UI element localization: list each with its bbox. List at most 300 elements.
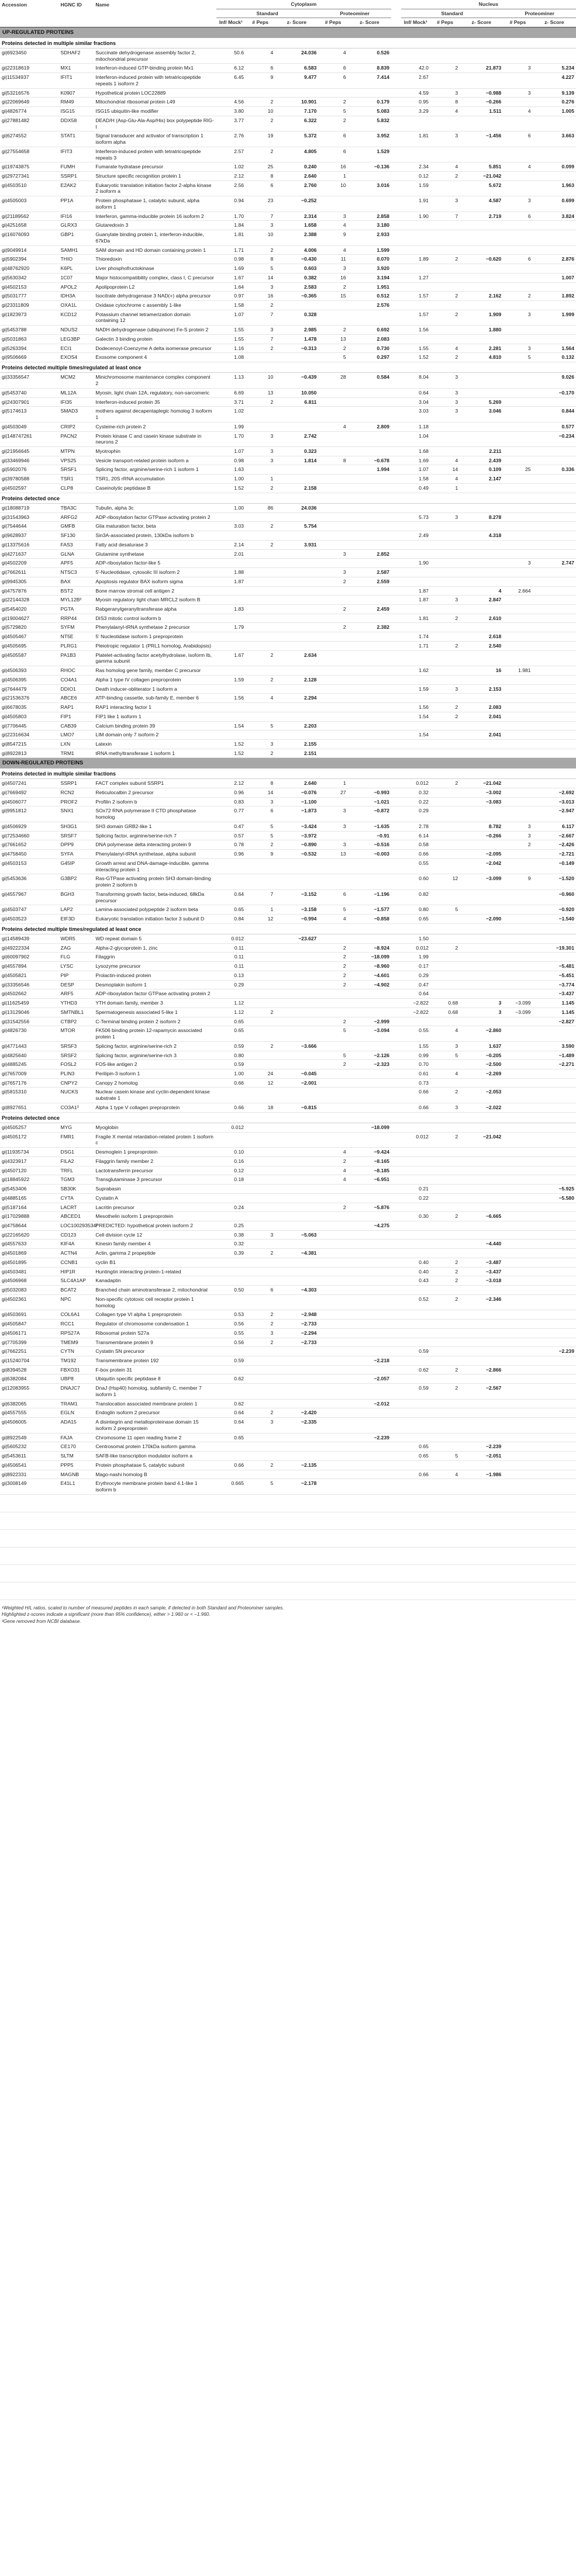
table-row — [0, 107, 576, 116]
spacer-cell — [0, 1564, 576, 1582]
nuc-pm-peps-cell: 3 — [503, 196, 532, 212]
nuc-std-zscore-cell — [460, 934, 503, 943]
cyto-std-zscore-cell: −1.873 — [275, 806, 318, 822]
cyto-infmock-cell: 0.59 — [216, 1041, 246, 1051]
cyto-infmock-cell: 1.07 — [216, 310, 246, 325]
cyto-pm-peps-cell: 5 — [318, 905, 347, 915]
column-gap — [391, 73, 401, 88]
nuc-std-zscore-cell — [460, 73, 503, 88]
name-cell: Lysozyme precursor — [94, 962, 216, 971]
nuc-pm-peps-cell — [503, 1166, 532, 1175]
name-cell: Interferon-induced protein with tetratricopeptide repeats 1 isoform 2 — [94, 73, 216, 88]
cyto-pm-peps-cell: 5 — [318, 1051, 347, 1060]
cyto-pm-zscore-cell — [348, 721, 391, 730]
nuc-std-peps-cell: 14 — [430, 465, 460, 475]
column-gap — [391, 1328, 401, 1338]
cyto-std-peps-cell — [246, 1221, 275, 1230]
name-cell: Transglutaminase 3 precursor — [94, 1175, 216, 1185]
cyto-pm-zscore-cell — [348, 586, 391, 595]
nuc-infmock-cell: 0.49 — [401, 483, 430, 493]
nuc-pm-zscore-cell: −0.960 — [533, 889, 576, 905]
nuc-pm-zscore-cell — [533, 1203, 576, 1212]
nuc-proteominer: Proteominer — [503, 9, 576, 18]
hgnc-cell: FUMH — [59, 162, 94, 172]
table-row — [0, 694, 576, 703]
column-gap — [391, 586, 401, 595]
nuc-std-peps-cell — [430, 604, 460, 614]
table-row — [0, 292, 576, 301]
cyto-std-peps-cell: 7 — [246, 310, 275, 325]
accession-cell: gi|8394528 — [0, 1365, 59, 1374]
cyto-pm-peps-cell: 11 — [318, 255, 347, 264]
nuc-std-peps-cell — [430, 326, 460, 335]
nuc-pm-peps-cell: 5 — [503, 353, 532, 362]
nuc-infmock-cell — [401, 1320, 430, 1329]
footnotes — [2, 1605, 574, 1625]
nuc-std-peps-cell — [430, 1123, 460, 1132]
cyto-infmock-cell — [216, 703, 246, 712]
name-cell: Splicing factor, arginine/serine-rich 1 isoform 1 — [94, 465, 216, 475]
nuc-pm-peps-cell: 2 — [503, 840, 532, 850]
nuc-infmock-cell: 0.62 — [401, 1365, 430, 1374]
cyto-infmock-cell: 1.13 — [216, 373, 246, 388]
nuc-std-peps-cell: 3 — [430, 88, 460, 98]
nuc-pm-zscore-cell — [533, 513, 576, 522]
nuc-std-zscore-cell: 8.782 — [460, 822, 503, 831]
name-cell: A disintegrin and metalloproteinase domain 15 isoform 2 preproprotein — [94, 1418, 216, 1433]
nuc-pm-zscore-cell — [533, 1026, 576, 1041]
subsection-title: Proteins detected in multiple similar fractions — [0, 38, 576, 49]
cyto-infmock-cell: 3.71 — [216, 397, 246, 407]
nuc-std-zscore-cell — [460, 1230, 503, 1239]
nuc-infmock-cell: 2.78 — [401, 822, 430, 831]
col-name: Name — [95, 1, 109, 8]
nuc-pm-zscore-cell — [533, 1286, 576, 1295]
nuc-std-peps-cell — [430, 721, 460, 730]
cyto-pm-zscore-cell — [348, 1069, 391, 1078]
nuc-std-peps-cell — [430, 797, 460, 806]
cyto-std-peps-cell: 3 — [246, 326, 275, 335]
accession-cell: gi|5031863 — [0, 334, 59, 344]
cyto-pm-peps-cell: 4 — [318, 245, 347, 255]
hgnc-cell: CE170 — [59, 1442, 94, 1452]
table-row — [0, 1193, 576, 1203]
nuc-infmock-cell: 0.12 — [401, 171, 430, 181]
cyto-std-peps-cell — [246, 999, 275, 1008]
cyto-std-zscore-cell: 0.603 — [275, 264, 318, 273]
cyto-std-zscore-cell — [275, 999, 318, 1008]
nuc-std-peps-cell — [430, 300, 460, 310]
name-cell: Prolactin-induced protein — [94, 971, 216, 980]
hgnc-cell: ADA15 — [59, 1418, 94, 1433]
hgnc-cell: MTPN — [59, 446, 94, 456]
nuc-pm-zscore-cell — [533, 1328, 576, 1338]
nuc-pm-zscore-cell — [533, 1249, 576, 1258]
cyto-std-peps-cell: 2 — [246, 116, 275, 131]
accession-cell: gi|4503523 — [0, 914, 59, 923]
cyto-pm-zscore-cell: 1.529 — [348, 147, 391, 162]
cyto-pm-zscore-cell — [348, 934, 391, 943]
hgnc-cell: OXA1L — [59, 300, 94, 310]
accession-cell: gi|29727341 — [0, 171, 59, 181]
nuc-pm-peps-cell: −3.099 — [503, 999, 532, 1008]
cyto-pm-zscore-cell — [348, 503, 391, 513]
accession-cell: gi|7644479 — [0, 684, 59, 694]
nuc-std-zscore-cell — [460, 48, 503, 63]
nuc-std-peps-cell: 8 — [430, 98, 460, 107]
hgnc-cell: UBP8 — [59, 1374, 94, 1384]
table-row — [0, 614, 576, 623]
nuc-std-zscore-cell: 2.041 — [460, 712, 503, 721]
nuc-std-peps-cell — [430, 1310, 460, 1320]
cyto-std-zscore-cell: −0.815 — [275, 1103, 318, 1112]
cyto-pm-zscore-cell: −2.218 — [348, 1356, 391, 1365]
nuc-infmock-cell: 0.32 — [401, 788, 430, 797]
cyto-std-zscore-cell: 2.128 — [275, 675, 318, 684]
nuc-pm-zscore-cell — [533, 1294, 576, 1310]
accession-cell: gi|15240704 — [0, 1356, 59, 1365]
cyto-infmock-cell: 1.08 — [216, 353, 246, 362]
table-row — [0, 1166, 576, 1175]
cyto-std-peps-cell — [246, 971, 275, 980]
name-cell: SAFB-like transcription modulator isoform a — [94, 1452, 216, 1461]
nuc-infmock-cell — [401, 1310, 430, 1320]
nuc-pm-zscore-cell — [533, 666, 576, 676]
cyto-pm-peps-cell — [318, 559, 347, 568]
name-cell: tRNA methyltransferase 1 isoform 1 — [94, 749, 216, 758]
cyto-std-zscore-cell — [275, 1221, 318, 1230]
nuc-infmock-cell: 1.54 — [401, 712, 430, 721]
cyto-std-zscore-cell: −3.972 — [275, 831, 318, 840]
nuc-pm-peps-cell — [503, 513, 532, 522]
nuc-pm-peps-cell — [503, 962, 532, 971]
spacer-cell — [0, 1582, 576, 1599]
nuc-infmock-cell — [401, 1221, 430, 1230]
cyto-pm-peps-cell: 5 — [318, 107, 347, 116]
cyto-pm-zscore-cell — [348, 1267, 391, 1276]
nuc-infmock-cell — [401, 1249, 430, 1258]
nuc-pm-zscore-cell — [533, 740, 576, 749]
column-gap — [391, 171, 401, 181]
cyto-pm-peps-cell — [318, 797, 347, 806]
subsection-title: Proteins detected multiple times/regulated at least once — [0, 362, 576, 373]
nuc-std-peps-cell — [430, 850, 460, 859]
cyto-pm-peps-cell: 4 — [318, 221, 347, 230]
column-gap — [391, 684, 401, 694]
name-cell: Kanadaptin — [94, 1276, 216, 1286]
nuc-std-zscore-cell: 2.147 — [460, 475, 503, 484]
nuc-infmock-cell: 0.73 — [401, 1078, 430, 1088]
nuc-pm-zscore-cell — [533, 632, 576, 642]
name-cell: Protein phosphatase 5, catalytic subunit — [94, 1460, 216, 1470]
nuc-std-zscore-cell — [460, 1418, 503, 1433]
hgnc-cell: LYSC — [59, 962, 94, 971]
name-cell: Interferon-induced protein 35 — [94, 397, 216, 407]
column-gap — [391, 1148, 401, 1157]
cyto-pm-peps-cell: 4 — [318, 422, 347, 431]
nuc-infmock-cell: 0.012 — [401, 943, 430, 953]
nuc-std-peps-cell — [430, 1193, 460, 1203]
cyto-pm-zscore-cell: 3.194 — [348, 273, 391, 282]
nuc-infmock-cell: 1.50 — [401, 934, 430, 943]
cyto-infmock-cell: 0.96 — [216, 850, 246, 859]
table-row — [0, 788, 576, 797]
cyto-std-zscore-cell — [275, 1051, 318, 1060]
cyto-std-zscore-cell: −2.948 — [275, 1310, 318, 1320]
cyto-pm-zscore-cell: 0.297 — [348, 353, 391, 362]
cyto-pm-zscore-cell — [348, 999, 391, 1008]
name-cell: Interferon-induced protein with tetratricopeptide repeats 3 — [94, 147, 216, 162]
nuc-pm-zscore-cell: −5.580 — [533, 1193, 576, 1203]
nuc-std-zscore-cell: −2.090 — [460, 914, 503, 923]
column-gap — [391, 1212, 401, 1221]
cyto-std-peps-cell — [246, 1258, 275, 1267]
nuc-pm-zscore-cell — [533, 703, 576, 712]
nuc-infmock-cell — [401, 1148, 430, 1157]
cyto-infmock-cell: 1.81 — [216, 230, 246, 245]
table-row — [0, 326, 576, 335]
accession-cell: gi|4501895 — [0, 1258, 59, 1267]
nuc-infmock-cell: 1.89 — [401, 255, 430, 264]
nuc-pm-zscore-cell: 9.139 — [533, 88, 576, 98]
accession-cell: gi|4758450 — [0, 850, 59, 859]
cyto-std-zscore-cell — [275, 1148, 318, 1157]
cyto-std-peps-cell — [246, 623, 275, 632]
nuc-infmock-cell: 0.64 — [401, 989, 430, 999]
table-row — [0, 465, 576, 475]
cyto-pm-peps-cell — [318, 999, 347, 1008]
cyto-std-peps-cell: 14 — [246, 273, 275, 282]
column-gap — [391, 604, 401, 614]
nuc-infmock-cell: 0.59 — [401, 1347, 430, 1356]
cyto-std-peps-cell — [246, 980, 275, 989]
nuc-std-zscore-cell — [460, 989, 503, 999]
cyto-pm-zscore-cell: −1.021 — [348, 797, 391, 806]
cyto-std-peps-cell: 8 — [246, 255, 275, 264]
name-cell: Splicing factor, arginine/serine-rich 7 — [94, 831, 216, 840]
nuc-infmock-cell: 0.52 — [401, 1294, 430, 1310]
nuc-infmock-cell: 0.29 — [401, 971, 430, 980]
cyto-std-peps-cell — [246, 1365, 275, 1374]
cyto-pm-peps-cell — [318, 1212, 347, 1221]
accession-cell: gi|4826730 — [0, 1026, 59, 1041]
accession-cell: gi|4503481 — [0, 1267, 59, 1276]
accession-cell: gi|9628937 — [0, 531, 59, 541]
nuc-std-peps-cell: 2 — [430, 1276, 460, 1286]
nuc-pm-zscore-cell: 3.590 — [533, 1041, 576, 1051]
nuc-std-zscore-cell — [460, 388, 503, 397]
cyto-infmock-cell: 1.83 — [216, 604, 246, 614]
nuc-pm-zscore-cell: −1.540 — [533, 914, 576, 923]
cyto-pm-zscore-cell — [348, 1193, 391, 1203]
table-row — [0, 632, 576, 642]
cyto-std-peps-cell — [246, 1088, 275, 1103]
cyto-pm-peps-cell: 10 — [318, 181, 347, 196]
cyto-std-peps-cell — [246, 513, 275, 522]
name-cell: Apolipoprotein L2 — [94, 282, 216, 292]
nuc-pm-peps-cell — [503, 623, 532, 632]
nuc-std-zscore-cell — [460, 1157, 503, 1166]
cyto-pm-peps-cell: 15 — [318, 292, 347, 301]
column-gap — [391, 162, 401, 172]
nuc-pm-zscore-cell: 2.876 — [533, 255, 576, 264]
nuc-infmock-cell — [401, 300, 430, 310]
cyto-pm-peps-cell — [318, 1132, 347, 1147]
column-gap — [391, 147, 401, 162]
accession-cell: gi|4506395 — [0, 675, 59, 684]
nuc-infmock-cell — [401, 1157, 430, 1166]
cyto-pm-zscore-cell: −2.239 — [348, 1433, 391, 1442]
name-cell: Minichromosome maintenance complex component 2 — [94, 373, 216, 388]
nuc-std-peps-cell — [430, 822, 460, 831]
nuc-pm-peps-cell — [503, 1356, 532, 1365]
cyto-infmock-cell: 2.12 — [216, 779, 246, 788]
nuc-std-peps-cell: 3 — [430, 1103, 460, 1112]
nuc-std-peps-cell — [430, 1166, 460, 1175]
table-row — [0, 1408, 576, 1418]
name-cell: Alpha-2-glycoprotein 1, zinc — [94, 943, 216, 953]
nuc-infmock-cell: 4.59 — [401, 88, 430, 98]
name-cell: Actin, gamma 2 propeptide — [94, 1249, 216, 1258]
cyto-pm-peps-cell — [318, 1249, 347, 1258]
cyto-infmock-cell: 0.29 — [216, 980, 246, 989]
table-row — [0, 943, 576, 953]
nuc-std-peps-cell — [430, 806, 460, 822]
cyto-pm-zscore-cell: −18.099 — [348, 953, 391, 962]
nuc-std-peps-cell — [430, 858, 460, 874]
cyto-infmock-cell: 0.80 — [216, 1051, 246, 1060]
hgnc-cell: SF130 — [59, 531, 94, 541]
cyto-pm-zscore-cell — [348, 1294, 391, 1310]
cyto-std-zscore-cell — [275, 604, 318, 614]
nuc-std-peps-cell: 4 — [430, 1069, 460, 1078]
nuc-infmock-cell — [401, 503, 430, 513]
cyto-infmock-cell: 0.66 — [216, 1103, 246, 1112]
column-gap — [391, 1433, 401, 1442]
name-cell: Cysteine-rich protein 2 — [94, 422, 216, 431]
nuc-infmock-cell: 0.40 — [401, 1267, 430, 1276]
cyto-infmock-cell: 3.03 — [216, 522, 246, 531]
cyto-infmock-cell — [216, 1347, 246, 1356]
nuc-pm-peps-cell — [503, 797, 532, 806]
cyto-std-zscore-cell — [275, 1276, 318, 1286]
nuc-std-zscore-cell — [460, 230, 503, 245]
cyto-pm-zscore-cell — [348, 632, 391, 642]
name-cell: Sin3A-associated protein, 130kDa isoform b — [94, 531, 216, 541]
nuc-std-zscore-cell — [460, 1249, 503, 1258]
cyto-pm-peps-cell — [318, 641, 347, 650]
table-row — [0, 245, 576, 255]
nuc-infmock-cell: 2.49 — [401, 531, 430, 541]
nuc-infmock-cell — [401, 1123, 430, 1132]
nuc-pm-peps-cell — [503, 1026, 532, 1041]
column-gap — [391, 540, 401, 549]
cyto-std-zscore-cell: −3.158 — [275, 905, 318, 915]
nuc-std-zscore-cell: −3.487 — [460, 1258, 503, 1267]
nuc-std-zscore-cell — [460, 943, 503, 953]
table-row — [0, 1479, 576, 1494]
hgnc-cell: EGLN — [59, 1408, 94, 1418]
nuc-infmock-cell — [401, 623, 430, 632]
hgnc-cell: RCN2 — [59, 788, 94, 797]
accession-cell: gi|11935734 — [0, 1148, 59, 1157]
cyto-pm-zscore-cell — [348, 171, 391, 181]
accession-cell: gi|5453788 — [0, 326, 59, 335]
nuc-pm-peps-cell — [503, 806, 532, 822]
nuc-pm-zscore-cell: 9.026 — [533, 373, 576, 388]
cyto-pm-peps-cell: 5 — [318, 1026, 347, 1041]
name-cell: Platelet-activating factor acetylhydrolase, isoform Ib, gamma subunit — [94, 650, 216, 666]
name-cell: Transmembrane protein 9 — [94, 1338, 216, 1347]
accession-cell: gi|1823973 — [0, 310, 59, 325]
nuc-pm-zscore-cell — [533, 397, 576, 407]
nuc-std-zscore-cell — [460, 373, 503, 388]
cyto-std-zscore-cell: 3.931 — [275, 540, 318, 549]
nuc-std-peps-cell: 2 — [430, 779, 460, 788]
column-gap — [391, 632, 401, 642]
cyto-std-peps-cell: 14 — [246, 788, 275, 797]
name-cell: Bone marrow stromal cell antigen 2 — [94, 586, 216, 595]
cyto-pm-peps-cell — [318, 1294, 347, 1310]
cyto-pm-zscore-cell: 5.832 — [348, 116, 391, 131]
cyto-std-peps-cell — [246, 1442, 275, 1452]
column-gap — [391, 1221, 401, 1230]
table-row — [0, 623, 576, 632]
nuc-std-zscore-cell — [460, 1399, 503, 1408]
cyto-infmock-cell: 0.65 — [216, 1026, 246, 1041]
accession-cell: gi|9945305 — [0, 577, 59, 586]
nuc-pm-peps-cell — [503, 1470, 532, 1479]
cyto-infmock-cell — [216, 1132, 246, 1147]
nuc-std-zscore-cell: −2.860 — [460, 1026, 503, 1041]
nuc-pm-zscore-cell: 2.747 — [533, 559, 576, 568]
nuc-std-zscore-cell — [460, 559, 503, 568]
nuc-std-peps-cell: 2 — [430, 712, 460, 721]
cyto-std-peps-cell — [246, 712, 275, 721]
hgnc-cell: LAP2 — [59, 905, 94, 915]
accession-cell: gi|24307901 — [0, 397, 59, 407]
nuc-infmock-cell: 1.68 — [401, 446, 430, 456]
accession-cell: gi|23311809 — [0, 300, 59, 310]
cyto-pm-peps-cell — [318, 1088, 347, 1103]
column-gap — [391, 740, 401, 749]
nuc-std-peps-cell — [430, 549, 460, 559]
cyto-infmock-cell — [216, 614, 246, 623]
column-gap — [391, 1470, 401, 1479]
accession-cell: gi|22165620 — [0, 1230, 59, 1239]
subsection-header — [0, 362, 576, 373]
cyto-infmock-cell: 0.65 — [216, 905, 246, 915]
nuc-pm-peps-cell — [503, 1221, 532, 1230]
cyto-pm-zscore-cell: −0.136 — [348, 162, 391, 172]
hgnc-cell: PLRG1 — [59, 641, 94, 650]
nuc-pm-zscore-cell — [533, 300, 576, 310]
cyto-std-peps-cell: 2 — [246, 344, 275, 353]
table-row — [0, 64, 576, 73]
nuc-infmock-cell: 1.27 — [401, 273, 430, 282]
nuc-std-zscore-cell — [460, 1175, 503, 1185]
hgnc-cell: MTOR — [59, 1026, 94, 1041]
nuc-pm-peps-cell — [503, 889, 532, 905]
column-gap — [391, 1007, 401, 1017]
nuc-pm-zscore-cell — [533, 675, 576, 684]
nuc-std-zscore-cell — [460, 1479, 503, 1494]
nuc-pm-zscore-cell: 0.844 — [533, 407, 576, 422]
name-cell: Lactotransferrin precursor — [94, 1166, 216, 1175]
name-cell: Centrosomal protein 170kDa isoform gamma — [94, 1442, 216, 1452]
table-row — [0, 549, 576, 559]
table-row — [0, 740, 576, 749]
